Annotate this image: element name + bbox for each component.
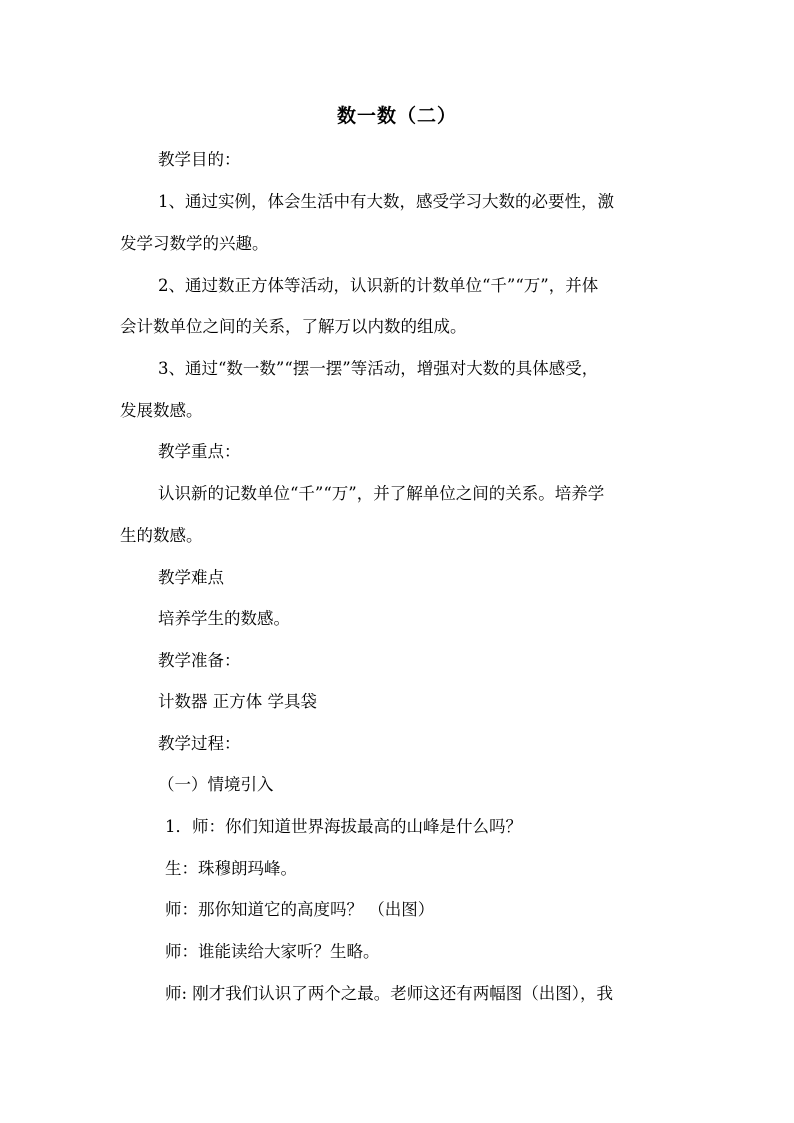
- section-heading-key-points: 教学重点：: [158, 442, 241, 461]
- dialogue-line: 师: 刚才我们认识了两个之最。老师这还有两幅图（出图），我: [165, 984, 614, 1003]
- section-heading-preparation: 教学准备：: [158, 651, 241, 670]
- paragraph-line: 生的数感。: [120, 526, 203, 545]
- paragraph-line: 会计数单位之间的关系，了解万以内数的组成。: [120, 317, 467, 336]
- paragraph-line: 3、通过“数一数”“摆一摆”等活动，增强对大数的具体感受，: [158, 359, 599, 378]
- paragraph-line: 2、通过数正方体等活动，认识新的计数单位“千”“万”，并体: [158, 276, 599, 295]
- paragraph-line: 计数器 正方体 学具袋: [158, 692, 317, 711]
- paragraph-line: 培养学生的数感。: [158, 609, 290, 628]
- paragraph-line: 发学习数学的兴趣。: [120, 234, 269, 253]
- section-heading-process: 教学过程：: [158, 734, 241, 753]
- subsection-heading: （一）情境引入: [158, 775, 274, 794]
- paragraph-line: 1、通过实例，体会生活中有大数，感受学习大数的必要性，激: [158, 192, 614, 211]
- dialogue-line: 师：谁能读给大家听？生略。: [165, 942, 380, 961]
- document-title: 数一数（二）: [336, 105, 457, 127]
- paragraph-line: 认识新的记数单位“千”“万”，并了解单位之间的关系。培养学: [158, 484, 605, 503]
- dialogue-line: 生：珠穆朗玛峰。: [165, 859, 297, 878]
- section-heading-difficulties: 教学难点: [158, 568, 224, 587]
- paragraph-line: 发展数感。: [120, 401, 203, 420]
- dialogue-line: 师：那你知道它的高度吗？ （出图）: [165, 900, 435, 919]
- dialogue-line: 1．师：你们知道世界海拔最高的山峰是什么吗？: [165, 817, 522, 836]
- section-heading-objectives: 教学目的：: [158, 150, 241, 169]
